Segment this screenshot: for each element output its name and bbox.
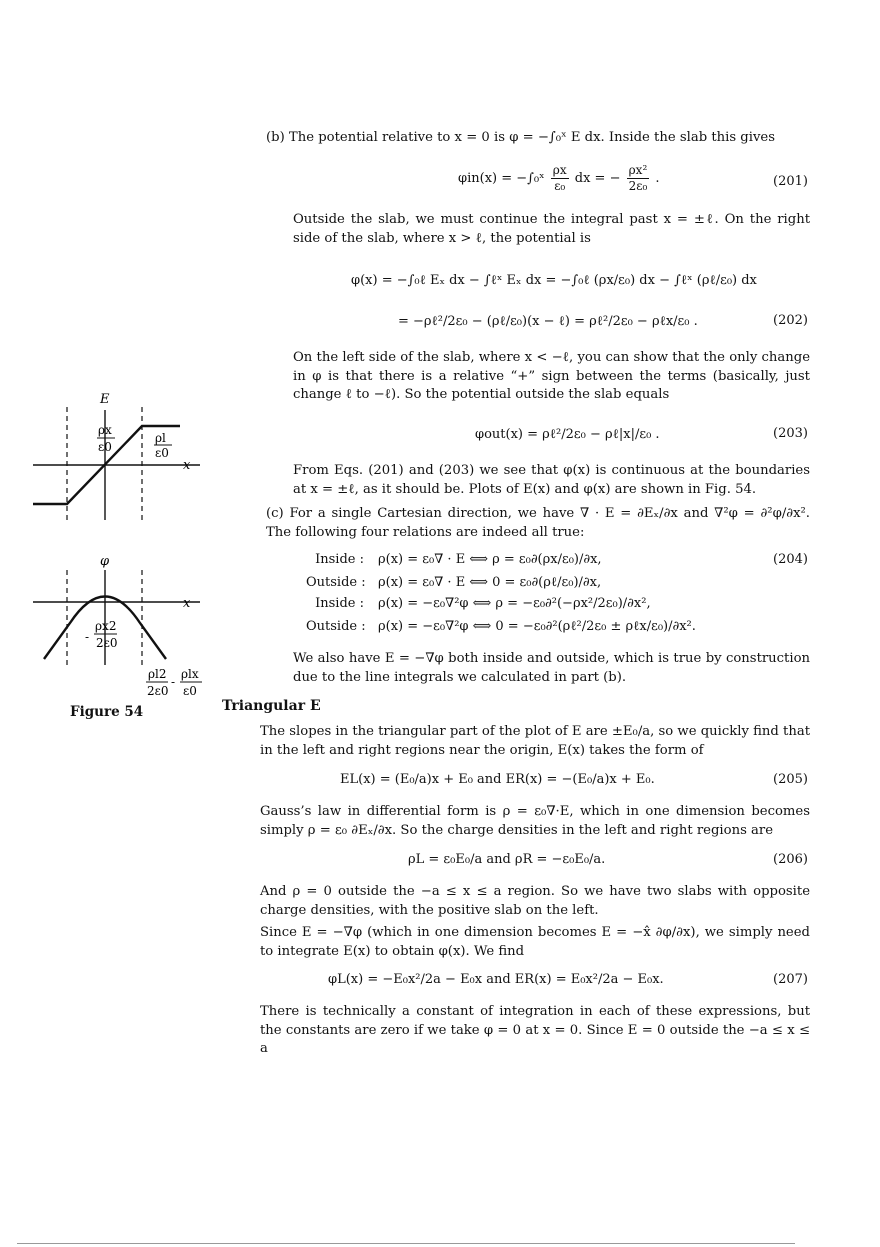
equation-202-line1: φ(x) = −∫₀ℓ Eₓ dx − ∫ℓˣ Eₓ dx = −∫₀ℓ (ρx/ε₀) dx − ∫ℓˣ (ρℓ/ε₀) dx [351,273,757,288]
bottom-x-label: x [183,596,191,611]
triangular-p4: Since E = −∇φ (which in one dimension becomes E = −x̂ ∂φ/∂x), we simply need to integrate E(x) to obtain φ(x). We find [260,925,810,959]
also-text: We also have E = −∇φ both inside and outside, which is true by construction due to the line integrals we calculated in part (b). [293,651,810,685]
potential-plot [33,554,202,698]
eq-number-204: (204) [773,552,808,567]
bottom-axis-label: φ [100,554,110,569]
relation-row [306,596,651,611]
equation-205: EL(x) = (E₀/a)x + E₀ and ER(x) = −(E₀/a)x + E₀. [340,772,655,787]
top-x-label: x [183,458,191,473]
eq-number-201: (201) [773,174,808,189]
bottom-outer-label-den2: ε0 [183,684,197,698]
equation-201: φin(x) = −∫₀ˣ $\frac{\rho x}{\text{ε₀}}$ dx = − $\frac{\text{ρx²}}{\text{2ε₀}}$ . [458,163,660,193]
relation-label: Outside : [306,575,366,590]
relation-label: Inside : [315,596,364,611]
relation-expr: ρ(x) = ε₀∇ · E ⟺ ρ = ε₀∂(ρx/ε₀)/∂x, [378,552,602,567]
bottom-inner-label-num: ρx2 [95,619,117,633]
figure-54 [20,385,220,710]
relation-expr: ρ(x) = −ε₀∇²φ ⟺ ρ = −ε₀∂²(−ρx²/2ε₀)/∂x², [378,596,651,611]
relation-label: Outside : [306,619,366,634]
equation-206: ρL = ε₀E₀/a and ρR = −ε₀E₀/a. [408,852,606,867]
eq201-lhs: φin(x) = −∫₀ˣ [458,171,545,186]
eq-number-203: (203) [773,426,808,441]
relation-expr: ρ(x) = ε₀∇ · E ⟺ 0 = ε₀∂(ρℓ/ε₀)/∂x, [378,575,602,590]
triangular-p5: There is technically a constant of integration in each of these expressions, but the constants are zero if we take φ = 0 at x = 0. Since E = 0 outside the −a ≤ x ≤ a [260,1004,810,1056]
top-inner-label-den: ε0 [98,440,112,454]
top-axis-label: E [100,392,110,407]
left-side-text: On the left side of the slab, where x < −ℓ, you can show that the only change in φ is that there is a relative “+” sign between the terms (basically, just change ℓ to −ℓ). So the potential outside the slab equals [293,350,810,402]
bottom-outer-label-den1: 2ε0 [147,684,169,698]
top-outer-label-den: ε0 [155,446,169,460]
outside-text: Outside the slab, we must continue the integral past x = ±ℓ. On the right side of the slab, where x > ℓ, the potential is [293,212,810,246]
bottom-inner-label-sign: - [85,630,90,644]
eq-number-202: (202) [773,313,808,328]
relation-label: Inside : [315,552,364,567]
bottom-outer-label-num2: ρlx [181,667,199,681]
section-heading: Triangular E [222,698,321,714]
relation-row [306,552,602,567]
relation-row [306,574,601,590]
eq-number-206: (206) [773,852,808,867]
e-field-plot [33,392,200,523]
relation-row [306,618,696,634]
triangular-p2: Gauss’s law in differential form is ρ = ε₀∇·E, which in one dimension becomes simply ρ = ε₀ ∂Eₓ/∂x. So the charge densities in the left and right regions are [260,804,810,838]
bottom-outer-label-sign: - [171,675,176,689]
triangular-p3: And ρ = 0 outside the −a ≤ x ≤ a region. So we have two slabs with opposite charge densities, with the positive slab on the left. [260,884,810,918]
continuity-text: From Eqs. (201) and (203) we see that φ(x) is continuous at the boundaries at x = ±ℓ, as it should be. Plots of E(x) and φ(x) are shown in Fig. 54. [293,463,810,497]
relation-expr: ρ(x) = −ε₀∇²φ ⟺ 0 = −ε₀∂²(ρℓ²/2ε₀ ± ρℓx/ε₀)/∂x². [378,619,696,634]
eq-number-207: (207) [773,972,808,987]
footer-divider [17,1243,795,1244]
bottom-inner-label-den: 2ε0 [96,636,118,650]
eq201-mid: dx = − [574,171,621,186]
eq-number-205: (205) [773,772,808,787]
part-b-intro: (b) The potential relative to x = 0 is φ = −∫₀ˣ E dx. Inside the slab this gives [266,130,775,145]
triangular-p1: The slopes in the triangular part of the plot of E are ±E₀/a, so we quickly find that in the left and right regions near the origin, E(x) takes the form of [260,724,810,758]
bottom-outer-label-num1: ρl2 [148,667,167,681]
equation-207: φL(x) = −E₀x²/2a − E₀x and ER(x) = E₀x²/2a − E₀x. [328,972,664,987]
eq201-frac2: $\frac{\text{ρx²}}{\text{2ε₀}}$ [628,163,648,193]
figure-caption: Figure 54 [70,704,144,720]
top-inner-label-num: ρx [98,423,112,437]
top-outer-label-num: ρl [155,431,166,445]
equation-202-line2: = −ρℓ²/2ε₀ − (ρℓ/ε₀)(x − ℓ) = ρℓ²/2ε₀ − ρℓx/ε₀ . [398,314,698,329]
part-c-intro: (c) For a single Cartesian direction, we have ∇ · E = ∂Eₓ/∂x and ∇²φ = ∂²φ/∂x². The following four relations are indeed all true: [266,506,810,540]
equation-203: φout(x) = ρℓ²/2ε₀ − ρℓ|x|/ε₀ . [475,427,660,442]
eq201-frac1: $\frac{\rho x}{\text{ε₀}}$ [552,163,567,193]
